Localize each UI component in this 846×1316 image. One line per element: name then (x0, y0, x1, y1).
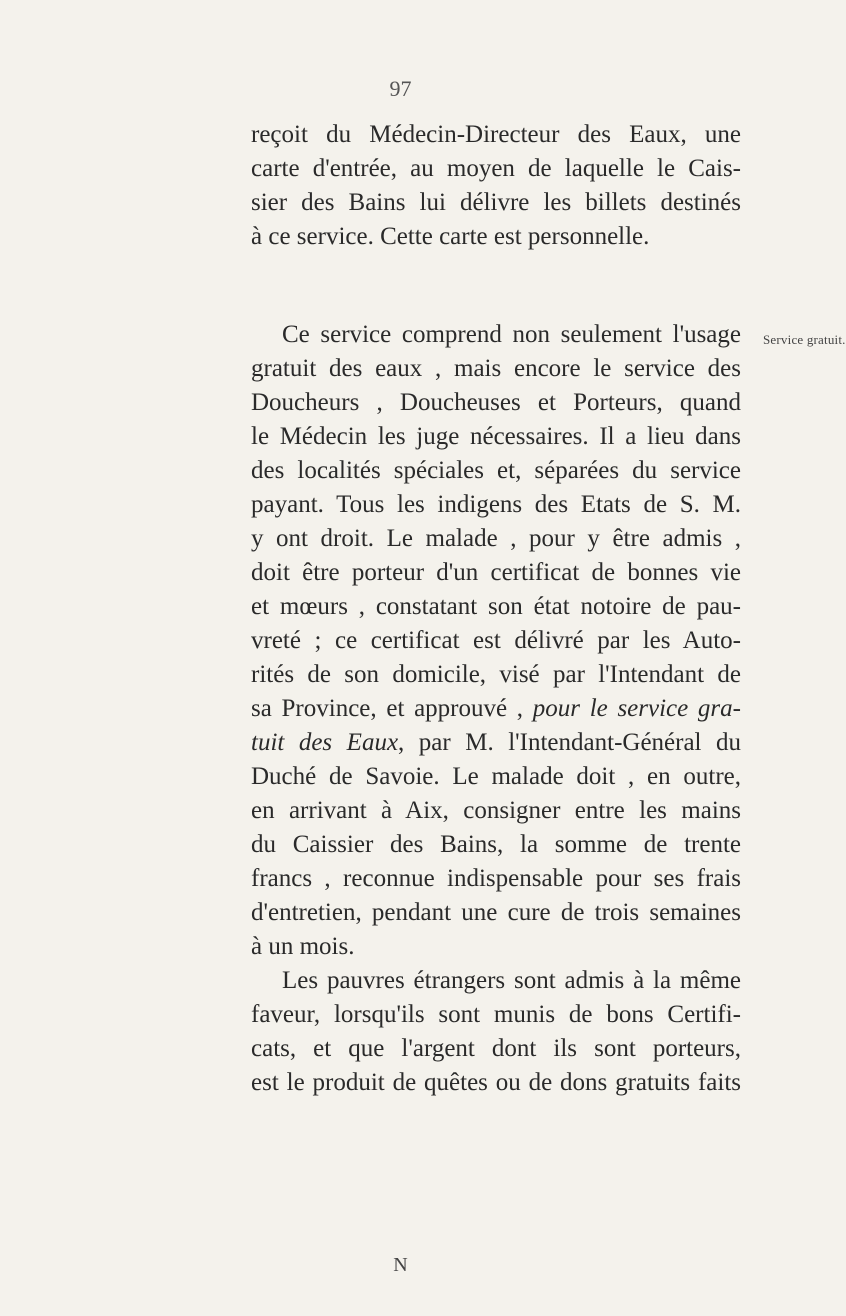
margin-note: Service gratuit. (763, 332, 846, 347)
text-line: rités de son domicile, visé par l'Intendant de (251, 661, 741, 688)
text-line: à ce service. Cette carte est personnelle. (251, 223, 650, 250)
text-line: cats, et que l'argent dont ils sont porteurs, (251, 1035, 741, 1062)
text-line: y ont droit. Le malade , pour y être admis , (251, 525, 741, 552)
text-line: francs , reconnue indispensable pour ses frais (251, 865, 741, 892)
text-line: carte d'entrée, au moyen de laquelle le Cais- (251, 155, 741, 182)
text-line: reçoit du Médecin-Directeur des Eaux, une (251, 121, 741, 148)
text-line: des localités spéciales et, séparées du service (251, 457, 741, 484)
text-line: et mœurs , constatant son état notoire de pau- (251, 593, 741, 620)
text-line: Ce service comprend non seulement l'usage (282, 321, 741, 348)
page-number: 97 (389, 76, 412, 101)
text-line: d'entretien, pendant une cure de trois semaines (251, 899, 741, 926)
text-line: Les pauvres étrangers sont admis à la même (282, 967, 741, 994)
text-segment: , par M. l'Intendant-Général du (398, 729, 742, 756)
text-line (251, 692, 741, 726)
text-line: doit être porteur d'un certificat de bonnes vie (251, 559, 741, 586)
text-line: Doucheurs , Doucheuses et Porteurs, quand (251, 389, 741, 416)
text-line: du Caissier des Bains, la somme de trente (251, 831, 741, 858)
text-line: gratuit des eaux , mais encore le service des (251, 355, 741, 382)
text-segment: sa Province, et approuvé , (251, 695, 533, 722)
italic-text: tuit des Eaux (251, 729, 399, 756)
text-line: faveur, lorsqu'ils sont munis de bons Certifi- (251, 1001, 741, 1028)
italic-text: pour le service gra- (532, 695, 741, 722)
text-line: Duché de Savoie. Le malade doit , en outre, (251, 763, 741, 790)
signature-mark: N (393, 1254, 408, 1276)
text-line: à un mois. (251, 933, 355, 960)
text-line (251, 726, 741, 760)
text-line: vreté ; ce certificat est délivré par les Auto- (251, 627, 741, 654)
text-line: sier des Bains lui délivre les billets destinés (251, 189, 741, 216)
text-line: est le produit de quêtes ou de dons gratuits faits (251, 1069, 741, 1096)
text-line: payant. Tous les indigens des Etats de S. M. (251, 491, 741, 518)
text-line: le Médecin les juge nécessaires. Il a lieu dans (251, 423, 741, 450)
text-line: en arrivant à Aix, consigner entre les mains (251, 797, 741, 824)
